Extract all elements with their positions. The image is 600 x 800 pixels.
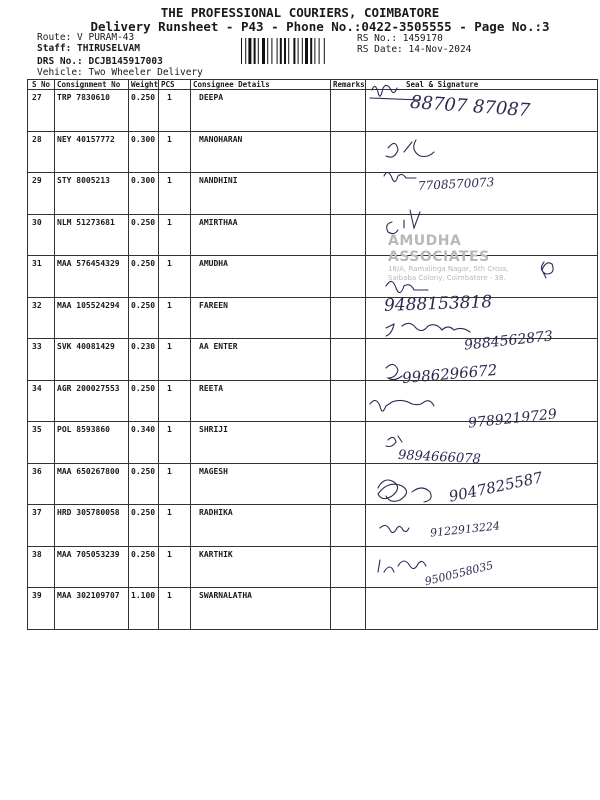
cell-consignee: REETA — [191, 380, 331, 422]
cell-remarks — [331, 463, 366, 505]
cell-remarks — [331, 505, 366, 547]
cell-consignment: NEY 40157772 — [55, 131, 129, 173]
runsheet-subtitle: Delivery Runsheet - P43 - Phone No.:0422-3505555 - Page No.:3 — [90, 19, 550, 34]
cell-remarks — [331, 297, 366, 339]
stamp-address-line: 18/A, Ramalinga Nagar, 5th Cross, — [388, 265, 509, 273]
cell-consignment: NLM 51273681 — [55, 214, 129, 256]
cell-pcs: 1 — [159, 588, 191, 630]
phone-32: 9488153818 — [383, 292, 493, 316]
cell-consignee: FAREEN — [191, 297, 331, 339]
route-text: Route: V PURAM-43 — [37, 32, 135, 43]
cell-remarks — [331, 131, 366, 173]
cell-consignee: AA ENTER — [191, 339, 331, 381]
phone-39: 9500558035 — [423, 558, 495, 589]
rs-date: RS Date: 14-Nov-2024 — [357, 44, 472, 55]
cell-consignment: MAA 576454329 — [55, 256, 129, 298]
cell-remarks — [331, 256, 366, 298]
cell-consignment: AGR 200027553 — [55, 380, 129, 422]
cell-pcs: 1 — [159, 131, 191, 173]
cell-sno: 35 — [28, 422, 55, 464]
cell-consignee: DEEPA — [191, 90, 331, 132]
cell-remarks — [331, 546, 366, 588]
runsheet-table — [27, 79, 598, 630]
stamp-address-line: Saibaba Colony, Coimbatore - 38. — [388, 274, 506, 282]
cell-consignee: MANOHARAN — [191, 131, 331, 173]
cell-pcs: 1 — [159, 505, 191, 547]
header-consignee: Consignee Details — [191, 80, 331, 90]
header-remarks: Remarks — [331, 80, 366, 90]
cell-pcs: 1 — [159, 90, 191, 132]
cell-consignment: MAA 302109707 — [55, 588, 129, 630]
cell-pcs: 1 — [159, 297, 191, 339]
phone-33: 9884562873 — [463, 328, 554, 354]
staff-text: Staff: THIRUSELVAM — [37, 43, 140, 54]
cell-consignment: SVK 40081429 — [55, 339, 129, 381]
cell-weight: 0.250 — [129, 463, 159, 505]
table-row — [28, 422, 598, 464]
cell-consignment: STY 8005213 — [55, 173, 129, 215]
cell-remarks — [331, 214, 366, 256]
phone-27: 88707 87087 — [409, 91, 531, 122]
header-sno: S No — [28, 80, 55, 90]
cell-sno: 37 — [28, 505, 55, 547]
cell-remarks — [331, 339, 366, 381]
cell-sno: 39 — [28, 588, 55, 630]
cell-weight: 0.300 — [129, 131, 159, 173]
cell-remarks — [331, 422, 366, 464]
header-pcs: PCS — [159, 80, 191, 90]
cell-sno: 34 — [28, 380, 55, 422]
table-row — [28, 588, 598, 630]
cell-consignee: KARTHIK — [191, 546, 331, 588]
cell-consignment: TRP 7830610 — [55, 90, 129, 132]
table-header-row — [28, 80, 598, 90]
cell-weight: 0.340 — [129, 422, 159, 464]
table-row — [28, 505, 598, 547]
cell-sno: 30 — [28, 214, 55, 256]
cell-weight: 0.250 — [129, 546, 159, 588]
cell-pcs: 1 — [159, 339, 191, 381]
cell-remarks — [331, 588, 366, 630]
header-signature: Seal & Signature — [366, 80, 598, 90]
vehicle-text: Vehicle: Two Wheeler Delivery — [37, 67, 203, 78]
cell-remarks — [331, 90, 366, 132]
barcode-image — [239, 37, 351, 65]
cell-consignment: POL 8593860 — [55, 422, 129, 464]
table-row — [28, 131, 598, 173]
cell-pcs: 1 — [159, 214, 191, 256]
cell-sno: 36 — [28, 463, 55, 505]
cell-weight: 0.300 — [129, 173, 159, 215]
phone-36: 9894666078 — [397, 447, 482, 468]
cell-sno: 31 — [28, 256, 55, 298]
cell-weight: 0.250 — [129, 214, 159, 256]
cell-weight: 0.250 — [129, 297, 159, 339]
cell-remarks — [331, 173, 366, 215]
cell-sno: 28 — [28, 131, 55, 173]
phone-34: 9986296672 — [401, 360, 499, 388]
cell-weight: 0.250 — [129, 505, 159, 547]
stamp-name: AMUDHA ASSOCIATES — [388, 233, 490, 265]
phone-38: 9122913224 — [429, 519, 501, 540]
cell-sno: 27 — [28, 90, 55, 132]
cell-consignee: AMUDHA — [191, 256, 331, 298]
cell-signature — [366, 588, 598, 630]
table-row — [28, 546, 598, 588]
phone-35: 9789219729 — [467, 406, 558, 432]
rs-number: RS No.: 1459170 — [357, 33, 443, 44]
cell-consignee: AMIRTHAA — [191, 214, 331, 256]
cell-pcs: 1 — [159, 256, 191, 298]
header-weight: Weight — [129, 80, 159, 90]
cell-pcs: 1 — [159, 173, 191, 215]
cell-consignment: MAA 105524294 — [55, 297, 129, 339]
runsheet-title: THE PROFESSIONAL COURIERS, COIMBATORE — [160, 5, 440, 20]
cell-weight: 0.250 — [129, 256, 159, 298]
cell-consignee: SHRIJI — [191, 422, 331, 464]
cell-weight: 0.230 — [129, 339, 159, 381]
cell-consignment: MAA 650267800 — [55, 463, 129, 505]
company-stamp — [388, 233, 568, 283]
cell-pcs: 1 — [159, 422, 191, 464]
cell-consignment: HRD 305780058 — [55, 505, 129, 547]
cell-weight: 0.250 — [129, 90, 159, 132]
cell-sno: 32 — [28, 297, 55, 339]
phone-29: 7708570073 — [417, 175, 495, 193]
cell-pcs: 1 — [159, 463, 191, 505]
cell-sno: 33 — [28, 339, 55, 381]
cell-weight: 1.100 — [129, 588, 159, 630]
header-consignment: Consignment No — [55, 80, 129, 90]
cell-pcs: 1 — [159, 546, 191, 588]
cell-remarks — [331, 380, 366, 422]
table-row — [28, 173, 598, 215]
cell-signature — [366, 131, 598, 173]
cell-sno: 38 — [28, 546, 55, 588]
cell-consignment: MAA 705053239 — [55, 546, 129, 588]
cell-consignee: MAGESH — [191, 463, 331, 505]
phone-37: 9047825587 — [447, 468, 545, 506]
cell-consignee: SWARNALATHA — [191, 588, 331, 630]
cell-pcs: 1 — [159, 380, 191, 422]
cell-consignee: NANDHINI — [191, 173, 331, 215]
rs-info — [357, 33, 471, 55]
cell-weight: 0.250 — [129, 380, 159, 422]
cell-sno: 29 — [28, 173, 55, 215]
cell-consignee: RADHIKA — [191, 505, 331, 547]
drs-number: DRS No.: DCJB145917003 — [37, 56, 163, 67]
